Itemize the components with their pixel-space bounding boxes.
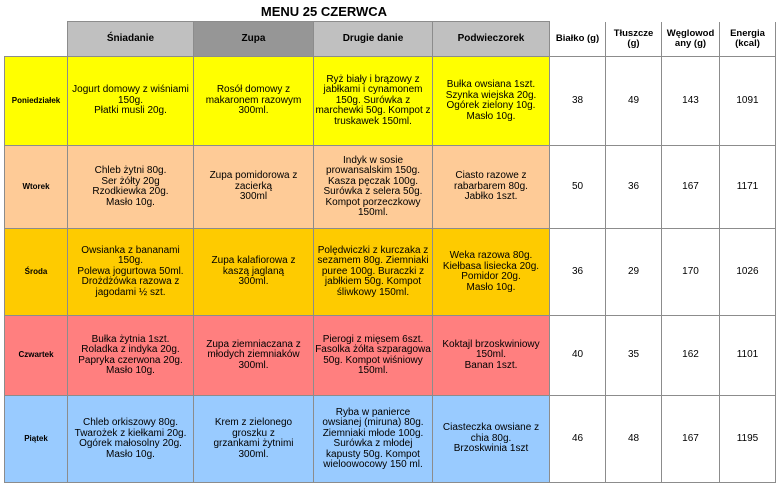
header-main: Drugie danie	[314, 22, 433, 57]
breakfast-cell: Chleb żytni 80g. Ser żółty 20g Rzodkiewka 20g. Masło 10g.	[68, 146, 194, 229]
breakfast-cell: Owsianka z bananami 150g. Polewa jogurtowa 50ml. Drożdżówka razowa z jagodami ½ szt.	[68, 229, 194, 316]
header-snack: Podwieczorek	[433, 22, 550, 57]
snack-cell: Bułka owsiana 1szt. Szynka wiejska 20g. Ogórek zielony 10g. Masło 10g.	[433, 57, 550, 146]
carbs-cell: 143	[662, 57, 720, 146]
energy-cell: 1171	[720, 146, 776, 229]
soup-cell: Zupa ziemniaczana z młodych ziemniaków 300ml.	[194, 316, 314, 396]
day-label: Wtorek	[5, 146, 68, 229]
main-cell: Indyk w sosie prowansalskim 150g. Kasza pęczak 100g. Surówka z selera 50g. Kompot porzeczkowy 150ml.	[314, 146, 433, 229]
header-soup: Zupa	[194, 22, 314, 57]
day-label: Środa	[5, 229, 68, 316]
day-label: Piątek	[5, 396, 68, 483]
carbs-cell: 170	[662, 229, 720, 316]
fat-cell: 49	[606, 57, 662, 146]
protein-cell: 50	[550, 146, 606, 229]
energy-cell: 1101	[720, 316, 776, 396]
table-row	[5, 229, 776, 316]
snack-cell: Ciasto razowe z rabarbarem 80g. Jabłko 1szt.	[433, 146, 550, 229]
day-label: Czwartek	[5, 316, 68, 396]
table-row	[5, 396, 776, 483]
energy-cell: 1195	[720, 396, 776, 483]
snack-cell: Weka razowa 80g. Kiełbasa lisiecka 20g. Pomidor 20g. Masło 10g.	[433, 229, 550, 316]
page-title: MENU 25 CZERWCA	[260, 4, 388, 19]
table-row	[5, 57, 776, 146]
day-label: Poniedziałek	[5, 57, 68, 146]
table-row	[5, 146, 776, 229]
menu-table	[4, 21, 776, 483]
protein-cell: 40	[550, 316, 606, 396]
header-corner	[5, 22, 68, 57]
header-carbs: Węglowod any (g)	[662, 22, 720, 57]
breakfast-cell: Jogurt domowy z wiśniami 150g. Płatki musli 20g.	[68, 57, 194, 146]
energy-cell: 1026	[720, 229, 776, 316]
fat-cell: 29	[606, 229, 662, 316]
breakfast-cell: Chleb orkiszowy 80g. Twarożek z kiełkami 20g. Ogórek małosolny 20g. Masło 10g.	[68, 396, 194, 483]
protein-cell: 46	[550, 396, 606, 483]
soup-cell: Krem z zielonego groszku z grzankami żytnimi 300ml.	[194, 396, 314, 483]
carbs-cell: 167	[662, 146, 720, 229]
header-fat: Tłuszcze (g)	[606, 22, 662, 57]
soup-cell: Rosół domowy z makaronem razowym 300ml.	[194, 57, 314, 146]
energy-cell: 1091	[720, 57, 776, 146]
main-cell: Pierogi z mięsem 6szt. Fasolka żółta szparagowa 50g. Kompot wiśniowy 150ml.	[314, 316, 433, 396]
header-breakfast: Śniadanie	[68, 22, 194, 57]
main-cell: Ryż biały i brązowy z jabłkami i cynamonem 150g. Surówka z marchewki 50g. Kompot z truskawek 150ml.	[314, 57, 433, 146]
carbs-cell: 167	[662, 396, 720, 483]
table-row	[5, 316, 776, 396]
main-cell: Polędwiczki z kurczaka z sezamem 80g. Ziemniaki puree 100g. Buraczki z jabłkiem 50g. Kompot śliwkowy 150ml.	[314, 229, 433, 316]
soup-cell: Zupa kalafiorowa z kaszą jaglaną 300ml.	[194, 229, 314, 316]
header-energy: Energia (kcal)	[720, 22, 776, 57]
fat-cell: 48	[606, 396, 662, 483]
breakfast-cell: Bułka żytnia 1szt. Roladka z indyka 20g. Papryka czerwona 20g. Masło 10g.	[68, 316, 194, 396]
snack-cell: Koktajl brzoskwiniowy 150ml. Banan 1szt.	[433, 316, 550, 396]
protein-cell: 38	[550, 57, 606, 146]
fat-cell: 35	[606, 316, 662, 396]
soup-cell: Zupa pomidorowa z zacierką 300ml	[194, 146, 314, 229]
snack-cell: Ciasteczka owsiane z chia 80g. Brzoskwinia 1szt	[433, 396, 550, 483]
main-cell: Ryba w panierce owsianej (miruna) 80g. Ziemniaki młode 100g. Surówka z młodej kapusty 50g. Kompot wieloowocowy 150 ml.	[314, 396, 433, 483]
fat-cell: 36	[606, 146, 662, 229]
header-protein: Białko (g)	[550, 22, 606, 57]
protein-cell: 36	[550, 229, 606, 316]
carbs-cell: 162	[662, 316, 720, 396]
